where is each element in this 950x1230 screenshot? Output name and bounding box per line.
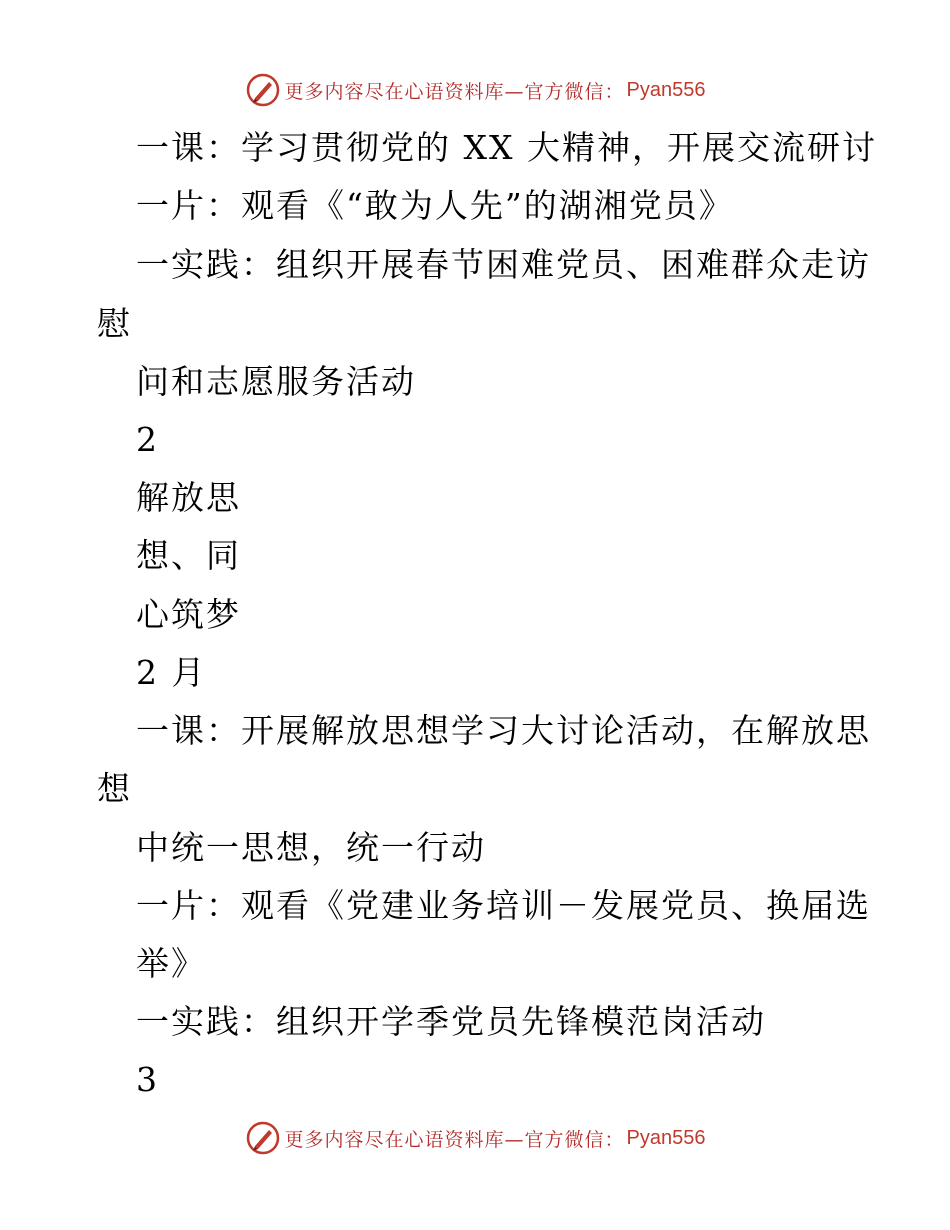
watermark-wechat-id: Pyan556 bbox=[626, 78, 706, 101]
text-line: 3 bbox=[136, 1060, 159, 1099]
footer-watermark bbox=[0, 1118, 950, 1158]
pen-logo-icon bbox=[245, 72, 281, 108]
text-line: 2 bbox=[136, 420, 159, 459]
text-line: 问和志愿服务活动 bbox=[136, 362, 416, 401]
text-line: 一片：观看《“敢为人先”的湖湘党员》 bbox=[136, 186, 734, 225]
watermark-wechat-id: Pyan556 bbox=[626, 1126, 706, 1149]
text-line: 中统一思想，统一行动 bbox=[136, 828, 486, 867]
text-line: 一片：观看《党建业务培训－发展党员、换届选 bbox=[136, 886, 871, 925]
text-line: 一实践：组织开展春节困难党员、困难群众走访 bbox=[136, 245, 871, 284]
pen-logo-icon bbox=[245, 1120, 281, 1156]
text-line: 想、同 bbox=[136, 536, 241, 575]
text-line: 2 月 bbox=[136, 653, 207, 692]
text-line: 心筑梦 bbox=[136, 595, 241, 634]
text-line: 一课：开展解放思想学习大讨论活动，在解放思 bbox=[136, 711, 871, 750]
watermark-text: 更多内容尽在心语资料库—官方微信： bbox=[284, 80, 625, 103]
text-line: 举》 bbox=[136, 944, 206, 983]
watermark-text: 更多内容尽在心语资料库—官方微信： bbox=[284, 1128, 625, 1151]
text-line: 慰 bbox=[97, 304, 132, 343]
text-line: 想 bbox=[97, 769, 132, 808]
header-watermark bbox=[0, 70, 950, 110]
text-line: 解放思 bbox=[136, 478, 241, 517]
text-line: 一课：学习贯彻党的 XX 大精神，开展交流研讨 bbox=[136, 128, 877, 167]
text-line: 一实践：组织开学季党员先锋模范岗活动 bbox=[136, 1002, 766, 1041]
